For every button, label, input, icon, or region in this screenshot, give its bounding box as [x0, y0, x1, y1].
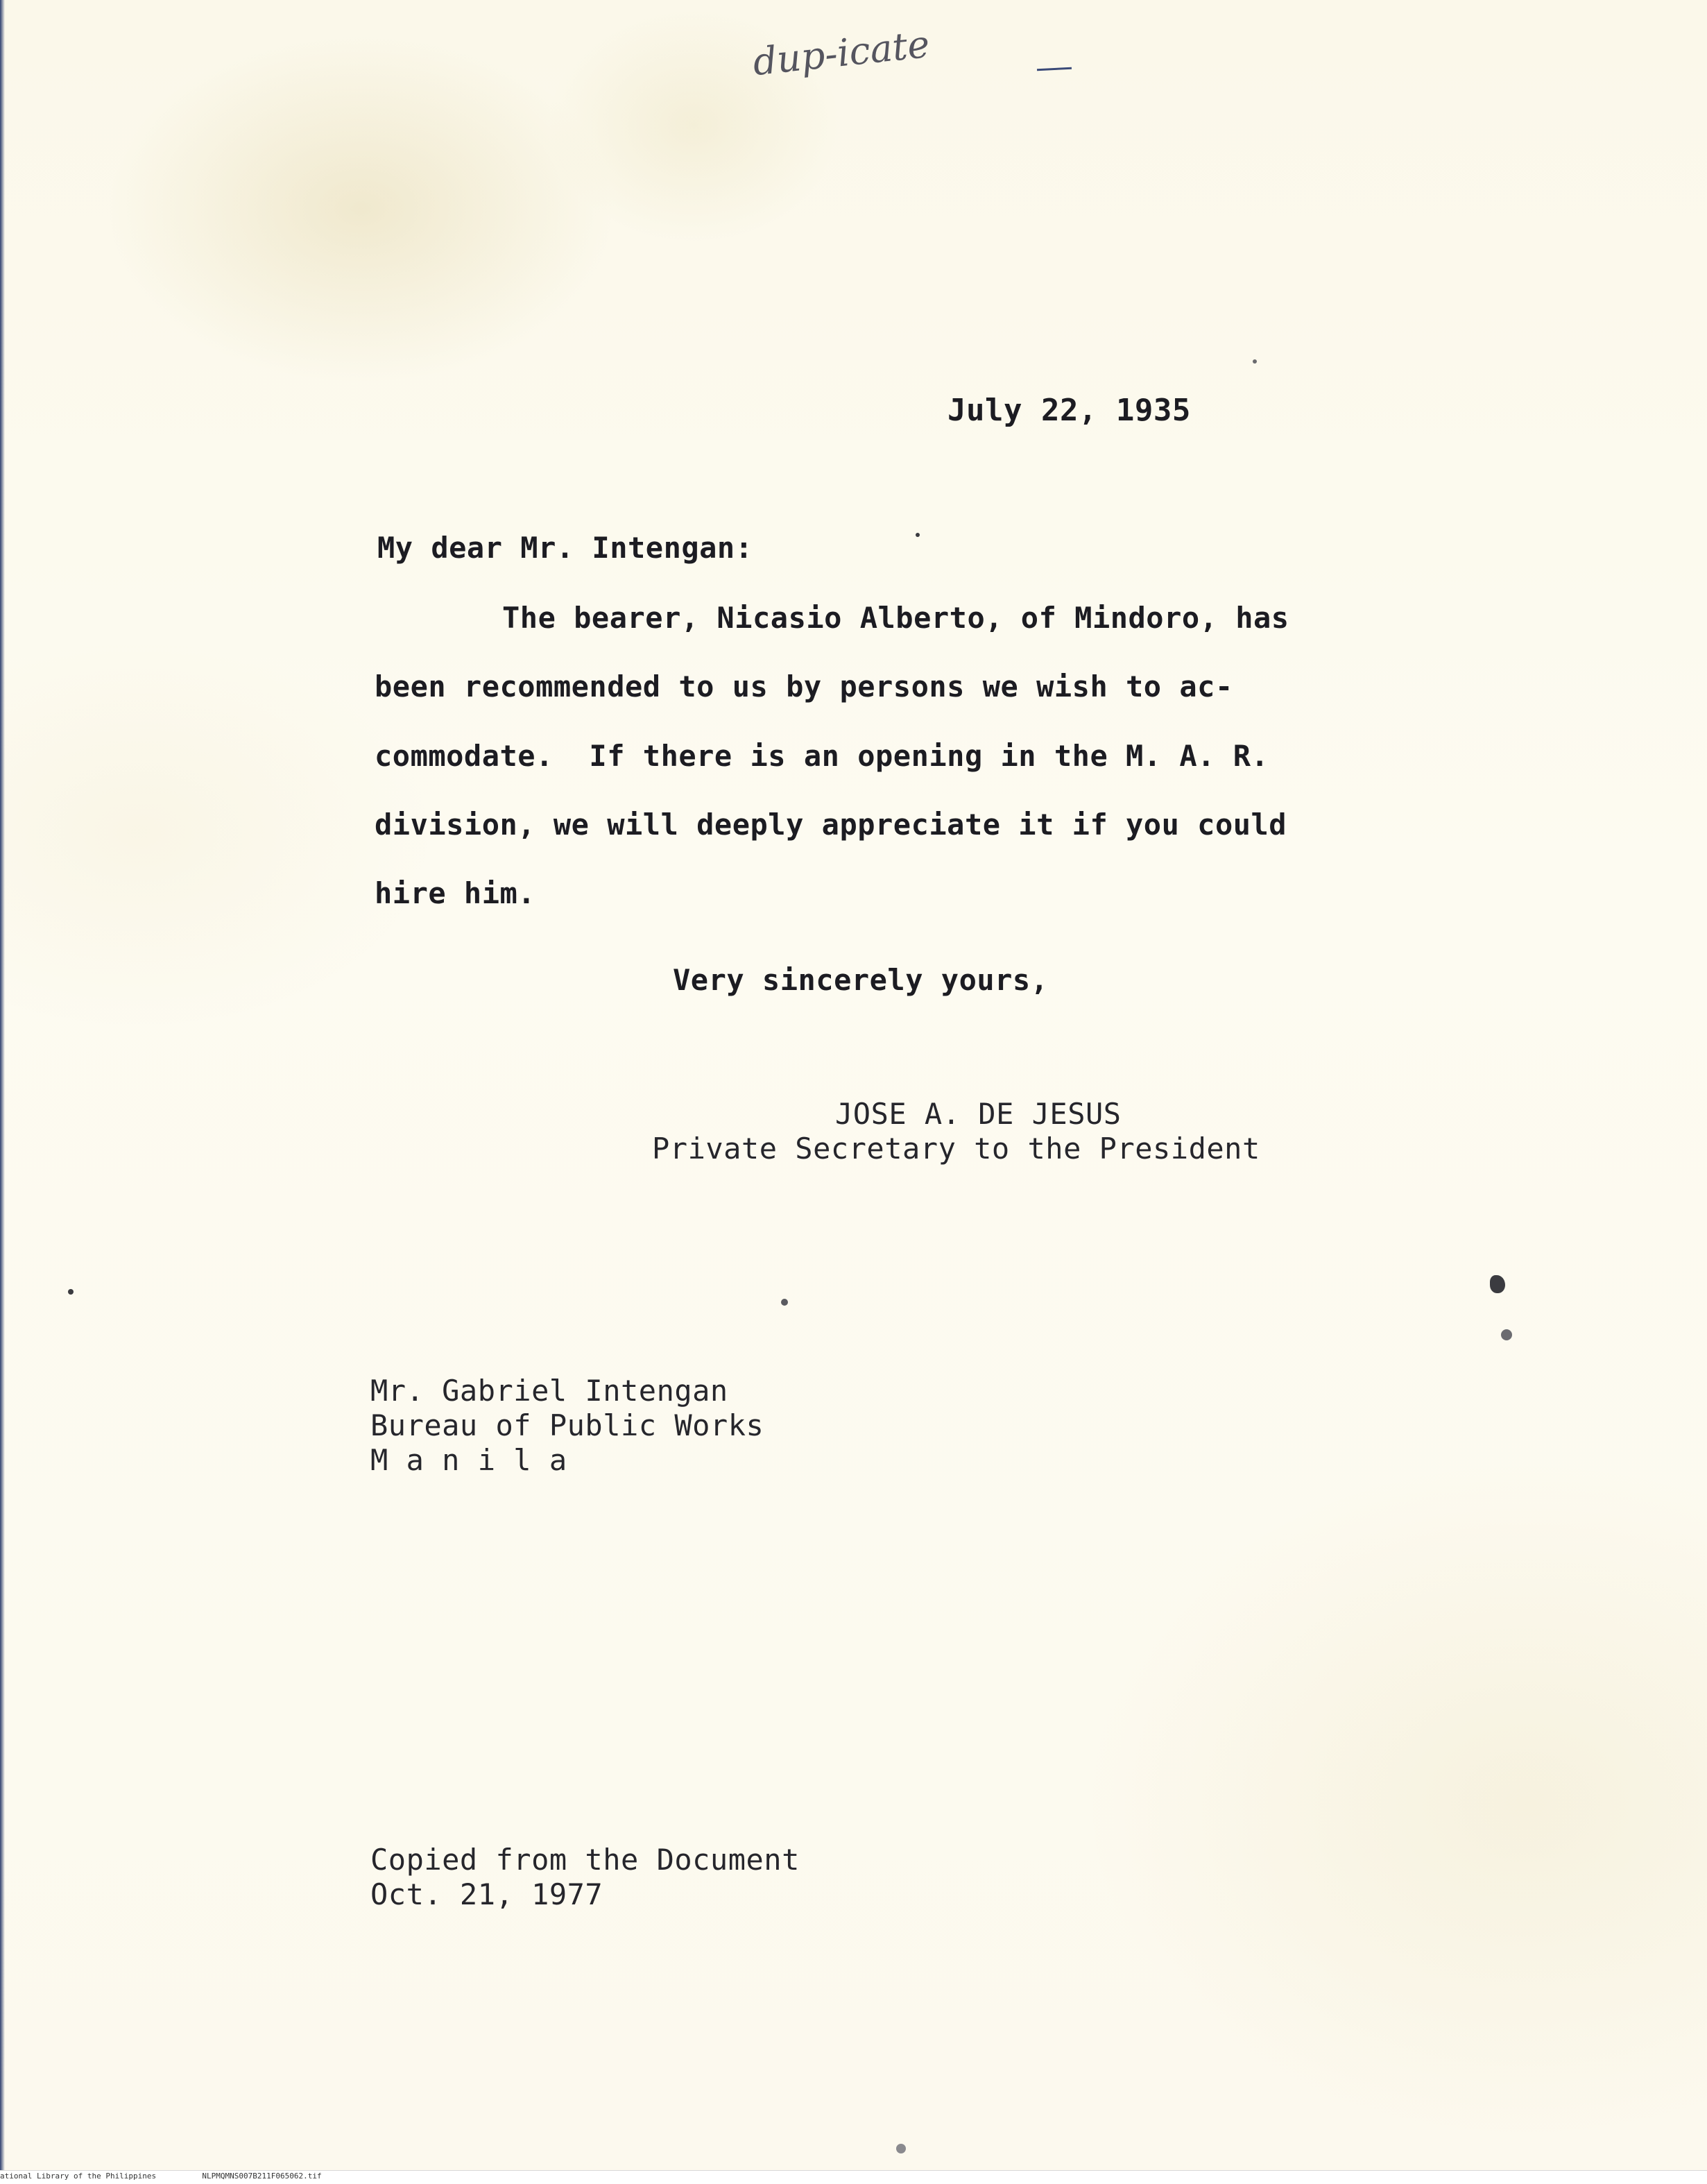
copy-note: Copied from the Document: [370, 1843, 800, 1877]
footer-file-id: NLPMQMNS007B211F065062.tif: [202, 2172, 322, 2181]
speck: [781, 1299, 788, 1306]
signatory-title: Private Secretary to the President: [652, 1132, 1260, 1166]
handwritten-annotation: dup-icate: [750, 22, 932, 85]
speck: [916, 533, 920, 537]
addressee-name: Mr. Gabriel Intengan: [370, 1374, 728, 1408]
speck: [1253, 359, 1257, 364]
salutation: My dear Mr. Intengan:: [377, 531, 753, 565]
scan-footer-text: [0, 2172, 322, 2181]
body-line: commodate. If there is an opening in the M. A. R.: [375, 739, 1269, 773]
speck: [68, 1289, 74, 1295]
speck: [896, 2144, 906, 2153]
scan-edge-shadow: [0, 0, 5, 2170]
copy-note-date: Oct. 21, 1977: [370, 1877, 603, 1911]
body-line: hire him.: [375, 876, 536, 910]
body-line: The bearer, Nicasio Alberto, of Mindoro, has: [502, 601, 1289, 635]
body-line: division, we will deeply appreciate it if you could: [375, 808, 1287, 842]
closing: Very sincerely yours,: [673, 963, 1049, 997]
annotation-dash: [1037, 67, 1072, 71]
body-line: been recommended to us by persons we wish to ac-: [375, 669, 1233, 703]
signatory-name: JOSE A. DE JESUS: [835, 1097, 1122, 1131]
addressee-city: M a n i l a: [370, 1443, 567, 1477]
addressee-org: Bureau of Public Works: [370, 1408, 764, 1442]
speck: [1501, 1329, 1512, 1340]
letter-date: July 22, 1935: [947, 393, 1191, 428]
footer-library: ational Library of the Philippines: [0, 2172, 157, 2181]
ink-blot: [1490, 1275, 1505, 1293]
